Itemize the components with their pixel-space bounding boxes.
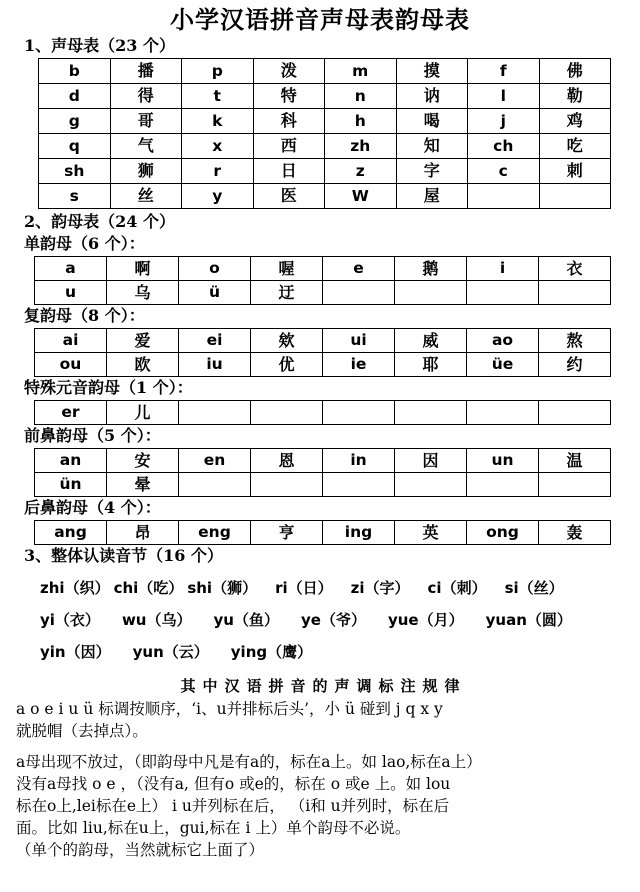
hanzi-cell: 晕 (107, 473, 179, 497)
hanzi-cell: 喔 (251, 257, 323, 281)
syllable-pinyin: chi (113, 579, 139, 598)
syllable-item (122, 609, 192, 630)
hanzi-cell: 哥 (110, 109, 182, 134)
syllable-hanzi: （月） (418, 611, 464, 630)
pinyin-cell (467, 281, 539, 305)
pinyin-cell: ie (323, 353, 395, 377)
syllable-hanzi: （鱼） (233, 611, 279, 630)
pinyin-cell: sh (39, 159, 111, 184)
table-row (35, 401, 611, 425)
pinyin-cell: q (39, 134, 111, 159)
shengmu-table-body (39, 59, 611, 209)
pinyin-cell: x (182, 134, 254, 159)
pinyin-cell: ei (179, 329, 251, 353)
hanzi-cell: 英 (395, 521, 467, 545)
syllable-pinyin: ri (275, 579, 288, 598)
hanzi-cell: 屋 (396, 184, 468, 209)
hanzi-cell: 衣 (539, 257, 611, 281)
shengmu-table (38, 58, 611, 209)
yunmu-group-label: 复韵母（8 个）： (24, 306, 145, 326)
syllable-hanzi: （吃） (138, 579, 184, 598)
pinyin-cell: h (325, 109, 397, 134)
pinyin-cell: ui (323, 329, 395, 353)
syllable-pinyin: yin (40, 643, 66, 662)
pinyin-cell: r (182, 159, 254, 184)
pinyin-cell: c (468, 159, 540, 184)
table-row (39, 59, 611, 84)
hanzi-cell: 儿 (107, 401, 179, 425)
hanzi-cell: 播 (110, 59, 182, 84)
yunmu-group-label: 前鼻韵母（5 个）： (24, 426, 161, 446)
tone-rule-line: a母出现不放过，（即韵母中凡是有a的，标在a上。如 lao,标在a上） (16, 753, 482, 772)
syllable-line (40, 641, 640, 662)
syllable-hanzi: （圆） (526, 611, 572, 630)
syllable-hanzi: （衣） (54, 611, 100, 630)
syllable-pinyin: yuan (485, 611, 527, 630)
syllable-hanzi: （刺） (441, 579, 487, 598)
pinyin-cell: t (182, 84, 254, 109)
hanzi-cell: 熬 (539, 329, 611, 353)
pinyin-cell: l (468, 84, 540, 109)
hanzi-cell (395, 473, 467, 497)
syllable-pinyin: wu (121, 611, 147, 630)
hanzi-cell: 丝 (110, 184, 182, 209)
pinyin-cell (467, 401, 539, 425)
hanzi-cell: 鹅 (395, 257, 467, 281)
syllable-hanzi: （织） (64, 579, 110, 598)
pinyin-cell: en (179, 449, 251, 473)
syllable-item (133, 641, 209, 662)
hanzi-cell: 昂 (107, 521, 179, 545)
pinyin-cell: ing (323, 521, 395, 545)
syllable-item (505, 577, 564, 598)
hanzi-cell: 迂 (251, 281, 323, 305)
section-label-yunmu: 2、韵母表（24 个） (24, 212, 175, 232)
table-row (39, 134, 611, 159)
syllable-pinyin: yu (213, 611, 234, 630)
pinyin-cell: g (39, 109, 111, 134)
syllable-item (231, 641, 312, 662)
hanzi-cell: 爱 (107, 329, 179, 353)
hanzi-cell: 狮 (110, 159, 182, 184)
hanzi-cell: 安 (107, 449, 179, 473)
pinyin-cell: ou (35, 353, 107, 377)
syllable-pinyin: yue (387, 611, 419, 630)
pinyin-cell: e (323, 257, 395, 281)
table-row (39, 84, 611, 109)
syllable-line (40, 577, 640, 598)
table-row (35, 281, 611, 305)
hanzi-cell: 耶 (395, 353, 467, 377)
syllable-pinyin: yi (40, 611, 55, 630)
syllable-pinyin: ying (230, 643, 268, 662)
yunmu-table (34, 256, 611, 305)
pinyin-cell: er (35, 401, 107, 425)
section-label-syllables: 3、整体认读音节（16 个） (24, 546, 223, 566)
table-row (39, 109, 611, 134)
pinyin-cell (179, 473, 251, 497)
syllable-item (40, 641, 111, 662)
syllable-item (428, 577, 487, 598)
pinyin-cell: ü (179, 281, 251, 305)
page-title: 小学汉语拼音声母表韵母表 (170, 5, 470, 34)
pinyin-cell: d (39, 84, 111, 109)
pinyin-cell: j (468, 109, 540, 134)
table-row (39, 184, 611, 209)
pinyin-cell: n (325, 84, 397, 109)
hanzi-cell: 吃 (539, 134, 611, 159)
pinyin-cell: ong (467, 521, 539, 545)
hanzi-cell: 气 (110, 134, 182, 159)
syllable-pinyin: ye (300, 611, 321, 630)
hanzi-cell: 约 (539, 353, 611, 377)
syllable-hanzi: （爷） (320, 611, 366, 630)
yunmu-table (34, 328, 611, 377)
pinyin-cell: un (467, 449, 539, 473)
syllable-pinyin: shi (187, 579, 213, 598)
syllable-item (214, 609, 279, 630)
tone-rule-line: a o e i u ü 标调按顺序，‘i、u并排标后头’，小 ü 碰到 j q x y (16, 700, 443, 719)
yunmu-table (34, 448, 611, 497)
hanzi-cell: 字 (396, 159, 468, 184)
pinyin-cell: o (179, 257, 251, 281)
syllable-hanzi: （因） (65, 643, 111, 662)
table-row (35, 449, 611, 473)
syllable-pinyin: si (504, 579, 519, 598)
pinyin-cell: z (325, 159, 397, 184)
yunmu-group-label: 特殊元音韵母（1 个）： (24, 378, 193, 398)
hanzi-cell: 乌 (107, 281, 179, 305)
table-row (39, 159, 611, 184)
hanzi-cell (251, 401, 323, 425)
syllable-item (388, 609, 464, 630)
pinyin-cell: m (325, 59, 397, 84)
table-row (35, 521, 611, 545)
syllable-line (40, 609, 640, 630)
syllable-hanzi: （丝） (518, 579, 564, 598)
pinyin-cell (323, 401, 395, 425)
tone-rule-line: （单个的韵母，当然就标它上面了） (16, 841, 265, 860)
pinyin-cell: zh (325, 134, 397, 159)
hanzi-cell: 喝 (396, 109, 468, 134)
pinyin-cell: eng (179, 521, 251, 545)
pinyin-cell: üe (467, 353, 539, 377)
table-row (35, 473, 611, 497)
hanzi-cell: 特 (253, 84, 325, 109)
tone-rule-line: 就脱帽（去掉点）。 (16, 722, 148, 741)
syllable-pinyin: yun (132, 643, 164, 662)
hanzi-cell: 亨 (251, 521, 323, 545)
hanzi-cell: 鸡 (539, 109, 611, 134)
hanzi-cell (395, 401, 467, 425)
syllable-pinyin: zi (350, 579, 365, 598)
table-row (35, 353, 611, 377)
hanzi-cell: 轰 (539, 521, 611, 545)
table-row (35, 257, 611, 281)
hanzi-cell: 泼 (253, 59, 325, 84)
syllable-item (275, 577, 333, 598)
hanzi-cell: 欸 (251, 329, 323, 353)
tone-rule-line: 标在o上,lei标在e上） i u并列标在后， （i和 u并列时，标在后 (16, 797, 450, 816)
pinyin-cell: an (35, 449, 107, 473)
pinyin-cell: p (182, 59, 254, 84)
hanzi-cell: 威 (395, 329, 467, 353)
yunmu-groups (0, 234, 640, 545)
hanzi-cell (395, 281, 467, 305)
hanzi-cell (539, 281, 611, 305)
hanzi-cell: 优 (251, 353, 323, 377)
pinyin-cell: ang (35, 521, 107, 545)
yunmu-table (34, 400, 611, 425)
syllable-item (187, 577, 257, 598)
pinyin-cell: in (323, 449, 395, 473)
syllable-item (114, 577, 184, 598)
yunmu-group-label: 后鼻韵母（4 个）： (24, 498, 161, 518)
hanzi-cell: 因 (395, 449, 467, 473)
pinyin-cell: b (39, 59, 111, 84)
yunmu-table (34, 520, 611, 545)
hanzi-cell: 科 (253, 109, 325, 134)
tone-rule-line: 没有a母找 o e ，（没有a, 但有o 或e的，标在 o 或e 上。如 lou (16, 775, 451, 794)
hanzi-cell (539, 473, 611, 497)
pinyin-cell: iu (179, 353, 251, 377)
hanzi-cell (251, 473, 323, 497)
hanzi-cell: 恩 (251, 449, 323, 473)
pinyin-cell (179, 401, 251, 425)
yunmu-group-label: 单韵母（6 个）： (24, 234, 145, 254)
pinyin-cell (323, 473, 395, 497)
syllable-hanzi: （狮） (212, 579, 258, 598)
hanzi-cell: 温 (539, 449, 611, 473)
syllable-item (40, 609, 100, 630)
pinyin-cell: s (39, 184, 111, 209)
pinyin-cell: u (35, 281, 107, 305)
table-row (35, 329, 611, 353)
syllable-hanzi: （云） (163, 643, 209, 662)
pinyin-cell: ch (468, 134, 540, 159)
hanzi-cell: 讷 (396, 84, 468, 109)
syllable-item (486, 609, 572, 630)
pinyin-cell: ün (35, 473, 107, 497)
hanzi-cell (539, 401, 611, 425)
hanzi-cell (539, 184, 611, 209)
pinyin-cell (323, 281, 395, 305)
hanzi-cell: 知 (396, 134, 468, 159)
tone-rules-block (16, 698, 630, 861)
hanzi-cell: 刺 (539, 159, 611, 184)
syllable-hanzi: （字） (364, 579, 410, 598)
hanzi-cell: 欧 (107, 353, 179, 377)
syllable-item (40, 577, 110, 598)
syllable-lines (0, 577, 640, 662)
pinyin-cell: W (325, 184, 397, 209)
pinyin-cell: i (467, 257, 539, 281)
hanzi-cell: 啊 (107, 257, 179, 281)
syllable-pinyin: zhi (40, 579, 65, 598)
section-label-shengmu: 1、声母表（23 个） (24, 36, 175, 56)
tone-rules-heading: 其中汉语拼音的声调标注规律 (180, 677, 467, 696)
syllable-hanzi: （鹰） (267, 643, 313, 662)
tone-rule-line: 面。比如 liu,标在u上，gui,标在 i 上）单个韵母不必说。 (16, 819, 411, 838)
syllable-item (351, 577, 410, 598)
syllable-item (301, 609, 366, 630)
pinyin-cell: y (182, 184, 254, 209)
hanzi-cell: 摸 (396, 59, 468, 84)
pinyin-cell: f (468, 59, 540, 84)
hanzi-cell: 佛 (539, 59, 611, 84)
pinyin-cell (467, 473, 539, 497)
hanzi-cell: 得 (110, 84, 182, 109)
hanzi-cell: 医 (253, 184, 325, 209)
pinyin-cell: ao (467, 329, 539, 353)
hanzi-cell: 勒 (539, 84, 611, 109)
pinyin-cell: a (35, 257, 107, 281)
syllable-pinyin: ci (427, 579, 442, 598)
hanzi-cell: 日 (253, 159, 325, 184)
hanzi-cell: 西 (253, 134, 325, 159)
syllable-hanzi: （日） (287, 579, 333, 598)
pinyin-cell (468, 184, 540, 209)
syllable-hanzi: （乌） (146, 611, 192, 630)
pinyin-cell: k (182, 109, 254, 134)
pinyin-cell: ai (35, 329, 107, 353)
